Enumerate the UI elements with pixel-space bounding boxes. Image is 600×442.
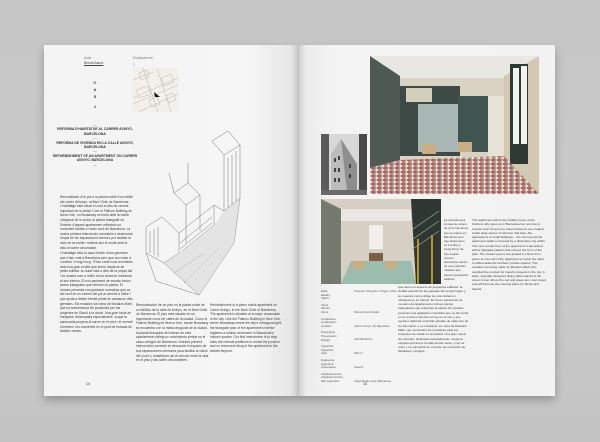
page-number-right: 15 [363,382,367,386]
location-map [133,68,178,112]
interior-main-image [370,56,539,194]
interior-main-photo [370,56,539,194]
spec-row-supervisor: Arquitecte tècnic Arquitecto técnico Site supervisor Àngel Martín Guía, Barcelona [321,371,391,383]
interior-secondary-image [321,199,441,284]
page-number-left: 14 [86,382,90,386]
spec-row-budget: Pressupost Presupuesto Budget 100.000 Euros [321,330,373,342]
left-page [44,45,298,396]
project-titles: — REFORMA D'HABITATGE AL CARRER AVINYÓ, BARCELONA — REFORMA DE VIVIENDA EN LA CALLE AVINYÓ, BARCELONA — REFURBISHMENT OF AN APARTMENT ON CARRER AVINYÓ, BARCELONA — [50,123,140,167]
spec-row-area: Superfície Superficie Area 180 m² [321,344,363,356]
building-exterior-image [321,134,367,195]
building-exterior-photo [321,134,367,195]
right-page [298,45,555,396]
spec-row-client: Client Cliente Client Client & Kent Studio [321,302,380,314]
spec-row-consultants: Enginyeria Ingeniería Consultants Areal S [321,357,364,370]
body-english-2: The apartment will be the holiday home of two brothers who grew up in Barcelona but now live in London and Hong Kong. New bedrooms are created inside large pieces of furniture that have the appearance of small buildings – the city beyond the apartment walls is mirrored by a diminutive city within. The new mosaic floor of the apartment is decorated with a triangular pattern that echoes the form of the plan. The mosaic pieces are graded in colour from green at one end of the apartment to red at the other to differentiate the brothers' private spaces. The mosaics are being made by Mosaics Martí who supplied the product for Gaudí's projects in the city. A large, specially designed dining table stands at the street corner where the red and green are most mixed and will become the meeting place for family and friends. [472,218,546,291]
street-map-drawing [133,68,178,112]
case-label: C A S 1 [93,80,97,109]
map-number: 1 [133,63,135,67]
axonometric-drawing [144,113,244,295]
spec-row-location: Localització Localización Location Carrer Avinyó, 36, Barcelona [321,316,390,328]
body-catalan-2: L'habitatge serà la casa d'estiu d'uns germans que s'han criat a Barcelona però que ara viuen a Londres i Hong Kong. S'han creat nous dormitoris amb una gran moble que tenen l'aspecte de petits edificis: la ciutat està a dins de la pròpia llar i es mostra com a reflex d'una ciutat en miniatura al seu interior. El nou paviment de mosaic inclou peces triangulars que reforcen la planta. El mosaic presenta una gradació cromàtica que va del verd en un extrem del pis al vermell a l'altre i que ajuda a limitar l'àmbit privat de cadascun dels germans. Els mosaics són obra de Mosaics Martí, que ha subministrat els productes per als projectes de Gaudí a la ciutat. Una gran taula de menjador, dissenyada especialment, ocupa la cantonada propera al carrer on el verd i el vermell s'uneixen i es convertirà en el punt de trobada de família i amics. [60,251,133,334]
interior-secondary-photo [321,199,441,284]
author-label: Autor [84,56,92,60]
spec-row-status: Estat Estado Status Projecte / Proyecto / Project, 2013 [321,289,397,301]
location-label: Emplaçament [133,56,153,60]
title-spanish: REFORMA DE VIVIENDA EN LA CALLE AVINYÓ, BARCELONA [56,140,134,150]
title-english: REFURBISHMENT OF AN APARTMENT ON CARRER AVINYÓ, BARCELONA [52,153,138,163]
title-catalan: REFORMA D'HABITATGE AL CARRER AVINYÓ, BARCELONA [57,127,133,136]
body-spanish-continued: que tienen el aspecto de pequeños edificios: la ciudad está allí de las paredes del propio hogar y se muestra como reflejo de una ciudad en miniatura en su interior. El nuevo pavimento de mosaico del apartamento incluye piezas triangulares que refuerzan la planta. El mosaico presenta una gradación cromática que va del verde en un extremo del piso al rojo en el otro y que ayuda a delimitar el ámbito privado de cada uno de los hermanos. Los mosaicos son obra de Mosaics Martí, que suministró los productes para los proyectos de Gaudí en la ciudad. Una gran mesa de comedor, diseñada especialmente, ocupa la esquina próxima a la calle donde verde y rojo se unen y se convertirá en el punto de encuentro de familiares y amigos. [398,285,469,354]
magazine-spread [44,45,555,396]
author-name: Benoit Aaron [84,61,104,65]
spine-shadow [290,45,306,396]
body-spanish-narrow: La vivienda será la casa de verano de unos hermanos que se criaron en Barcelona pero que ahora viven en Londres y Hong Kong. Se han creado nuevos dormitorios dentro de unos grandes muebles que parecen pequeños edificios: [444,218,468,281]
body-spanish: Remodelación de un piso en la planta noble de un edificio de la calle de Avinyó, en el Barri Gòtic de Barcelona. El piso está situado en un importante cruce de calles de la ciudad. Como el Flatiron Building de Nueva York, donde Broadway se encuentra con la malla ortogonal de la ciudad, la planta triangular del interior de este apartamento refleja un movimiento similar en el casco antiguo de Barcelona. Nuestra primera intervención consiste en desnudar el espacio de sus separaciones interiores para facilitar la visión del cruce y restablecer así el vínculo entre la vida en el piso y las calles circundantes. [136,303,209,363]
body-english: Refurbishment of a piano nobile apartment on Carrer Avinyó, in the Barri Gòtic of Barcelona. The apartment is situated at a major crossroads in the city. Like the Flatiron Building in New York, where Broadway meets the city's orthogonal grid, the triangular plan of the apartment's interior registers a similar movement in Barcelona's historic quarter. Our first intervention is to strip back the internal partitions to reveal the junction and so reconnect living in the apartment to the streets beyond. [210,303,282,353]
body-catalan-1: Remodelació d'un pis a la planta noble d'un edifici del carrer d'Avinyó, al Barri Gòtic de Barcelona. L'habitatge està situat en una cruïlla de carrers important de la ciutat. Com el Flatiron Building de Nova York, on Broadway es troba amb la malla ortogonal de la ciutat, la planta triangular de l'interior d'aquest apartament reflecteix un moviment similar a l'antic nucli de Barcelona. La nostra primera intervenció consisteix a desmuntar l'espai de les separacions interiors per facilitar la visió de la cruïlla i restituir així el mode amb la vida al carrer circumdant. [60,195,133,250]
axonometric-plan-drawing [144,113,244,295]
